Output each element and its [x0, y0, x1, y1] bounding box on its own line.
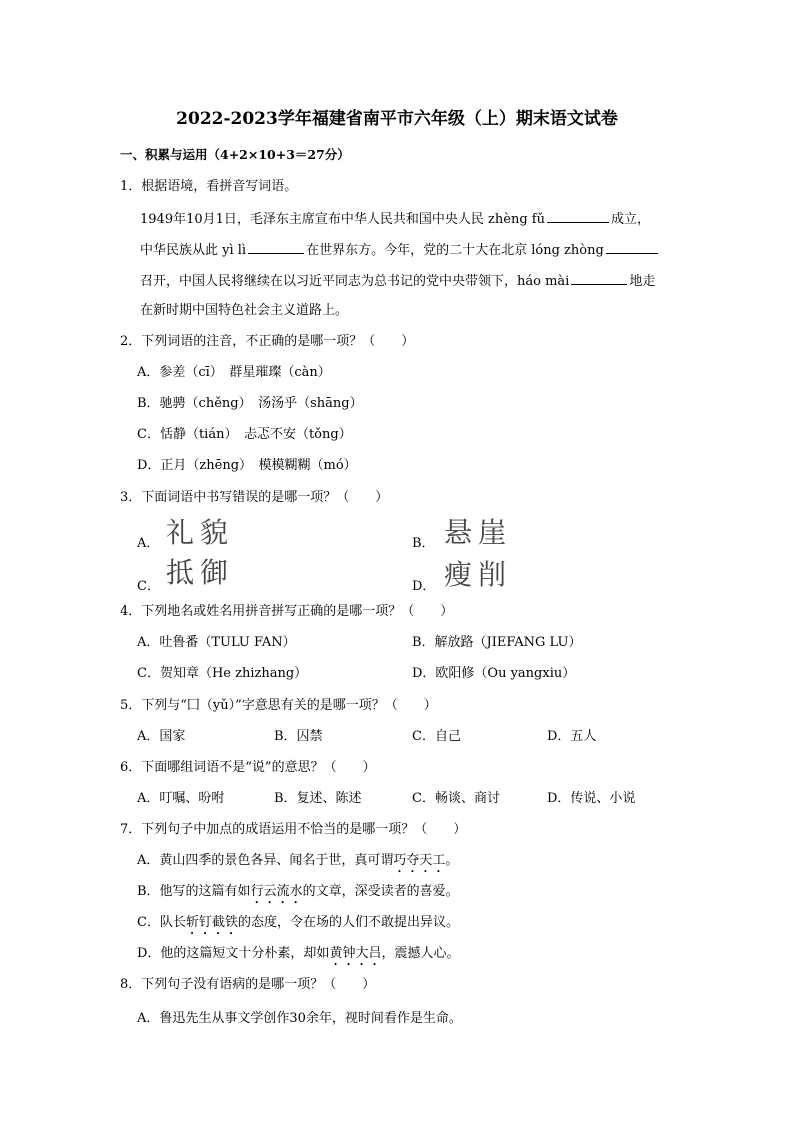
option-a[interactable]: A．吐鲁番（TULU FAN）: [137, 635, 296, 650]
q1-text: 地走: [629, 274, 656, 289]
q1-text: 中华民族从此 yì lì: [140, 243, 247, 258]
question-6-stem: 6．下面哪组词语不是“说”的意思？（ ）: [120, 760, 376, 775]
page-title: 2022-2023学年福建省南平市六年级（上）期末语文试卷: [176, 109, 618, 129]
option-b[interactable]: B．复述、陈述: [274, 791, 362, 806]
option-text: D．他的这篇短文十分朴素，却如: [137, 946, 330, 961]
question-2-stem: 2．下列词语的注音，不正确的是哪一项？（ ）: [120, 334, 415, 349]
dotted-idiom: 巧夺天工: [393, 853, 446, 868]
option-c[interactable]: C．恬静（tián） 忐忑不安（tǒng）: [137, 427, 352, 442]
option-a[interactable]: A．国家: [137, 729, 186, 744]
question-1-line-4: 在新时期中国特色社会主义道路上。: [140, 303, 349, 318]
q1-text: 成立，: [610, 212, 650, 227]
question-5-stem: 5．下列与“囗（yǔ）”字意思有关的是哪一项？（ ）: [120, 698, 437, 713]
option-text: 。: [445, 853, 459, 868]
option-c[interactable]: C．: [137, 579, 160, 594]
option-c[interactable]: [137, 914, 459, 938]
option-c[interactable]: C．自己: [412, 729, 461, 744]
q1-text: 召开，中国人民将继续在以习近平同志为总书记的党中央带领下，háo mài: [140, 274, 570, 289]
option-a[interactable]: A．参差（cī） 群星璀璨（càn）: [137, 365, 331, 380]
question-7-stem: 7．下列句子中加点的成语运用不恰当的是哪一项？（ ）: [120, 822, 467, 837]
question-8-stem: 8．下列句子没有语病的是哪一项？（ ）: [120, 977, 376, 992]
option-a[interactable]: A．鲁迅先生从事文学创作30余年，视时间看作是生命。: [137, 1011, 462, 1026]
option-text: 的态度，令在场的人们不敢提出异议。: [237, 915, 459, 930]
question-1-line-3: [140, 271, 655, 291]
question-1-stem: 1．根据语境，看拼音写词语。: [120, 179, 298, 194]
dotted-idiom: 黄钟大吕: [329, 946, 382, 961]
option-a[interactable]: [137, 852, 458, 876]
option-b[interactable]: B．解放路（JIEFANG LU）: [412, 635, 582, 650]
q1-text: 1949年10月1日，毛泽东主席宣布中华人民共和国中央人民 zhèng fǔ: [140, 212, 545, 227]
option-c[interactable]: C．贺知章（He zhizhang）: [137, 666, 308, 681]
question-4-stem: 4．下列地名或姓名用拼音拼写正确的是哪一项？（ ）: [120, 604, 454, 619]
option-b[interactable]: [137, 883, 459, 907]
dotted-idiom: 行云流水: [250, 884, 303, 899]
question-1-line-2: [140, 240, 660, 260]
option-text: A．黄山四季的景色各异、闻名于世，真可谓: [137, 853, 394, 868]
option-text: C．队长: [137, 915, 186, 930]
handwriting-image-d: 瘦削: [444, 558, 513, 591]
option-b[interactable]: B．: [412, 536, 435, 551]
option-d[interactable]: D．欧阳修（Ou yangxiu）: [412, 666, 576, 681]
q1-text: 在世界东方。今年，党的二十大在北京 lóng zhòng: [306, 243, 604, 258]
option-d[interactable]: D．: [412, 579, 436, 594]
question-1-line-1: [140, 209, 650, 229]
option-c[interactable]: C．畅谈、商讨: [412, 791, 500, 806]
section-heading: 一、积累与运用（4+2×10+3＝27分）: [120, 147, 350, 162]
option-text: ，震撼人心。: [381, 946, 460, 961]
option-text: B．他写的这篇有如: [137, 884, 251, 899]
option-d[interactable]: D．五人: [547, 729, 597, 744]
option-d[interactable]: D．正月（zhēng） 模模糊糊（mó）: [137, 458, 357, 473]
option-d[interactable]: D．传说、小说: [547, 791, 636, 806]
option-d[interactable]: [137, 945, 459, 969]
answer-blank[interactable]: [547, 209, 609, 223]
handwriting-image-c: 抵御: [166, 556, 235, 589]
answer-blank[interactable]: [571, 271, 627, 285]
option-a[interactable]: A．叮嘱、吩咐: [137, 791, 225, 806]
dotted-idiom: 斩钉截铁: [185, 915, 238, 930]
answer-blank[interactable]: [248, 240, 304, 254]
option-a[interactable]: A．: [137, 536, 160, 551]
option-text: 的文章，深受读者的喜爱。: [302, 884, 459, 899]
answer-blank[interactable]: [606, 240, 658, 254]
option-b[interactable]: B．囚禁: [274, 729, 323, 744]
question-3-stem: 3．下面词语中书写错误的是哪一项？（ ）: [120, 490, 389, 505]
handwriting-image-a: 礼貌: [166, 516, 235, 549]
option-b[interactable]: B．驰骋（chěng） 汤汤乎（shāng）: [137, 396, 363, 411]
handwriting-image-b: 悬崖: [444, 516, 513, 549]
